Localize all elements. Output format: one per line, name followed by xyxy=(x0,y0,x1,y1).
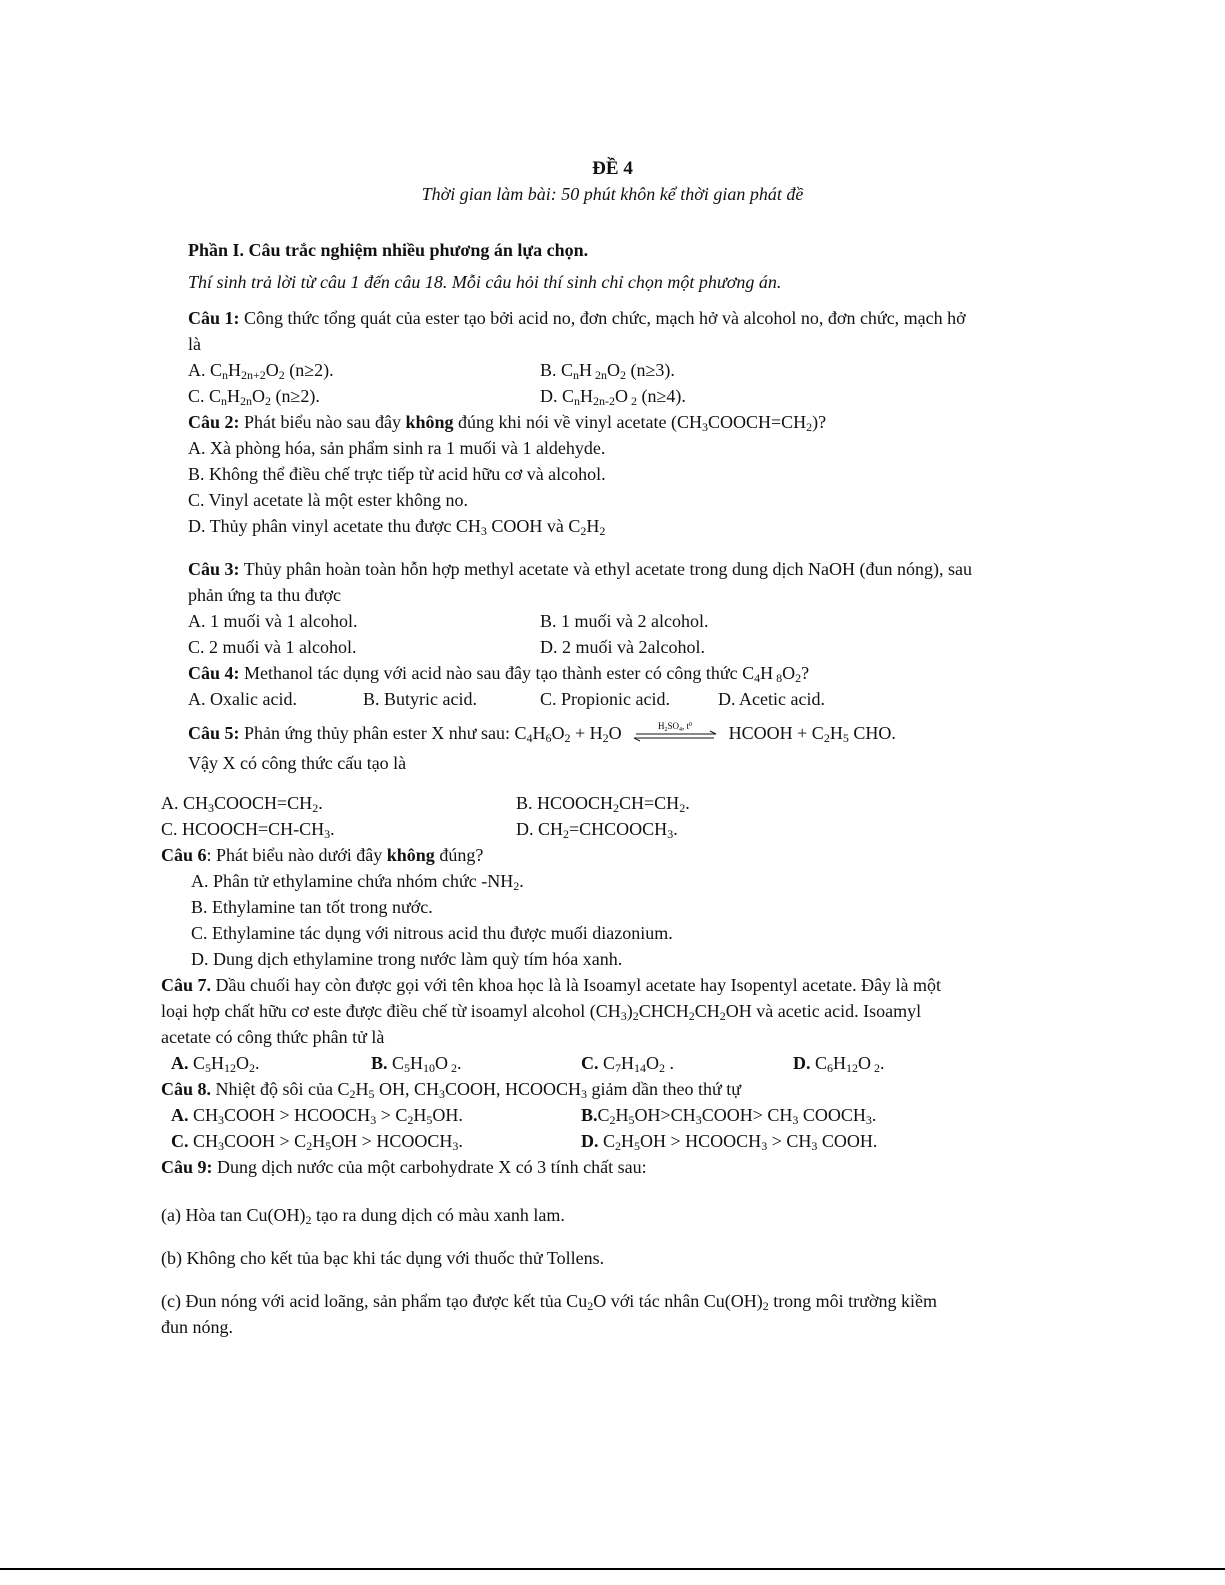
q7-text: Dầu chuối hay còn được gọi với tên khoa học là là Isoamyl acetate hay Isopentyl acetate. Đây là một xyxy=(211,975,942,995)
q7-option-c: C. $C_7H_{14}O_2$ . xyxy=(581,1053,675,1075)
q3-option-a: A. 1 muối và 1 alcohol. xyxy=(188,611,358,631)
q8-option-c: C. $CH_3COOH > C_2H_5OH$ > $HCOOCH_3$. xyxy=(171,1131,463,1153)
svg-text:H2SO4, t0: $H_2SO_4$, $t^0$ xyxy=(658,720,693,733)
q5-option-d: D. $CH_2=CHCOOCH_3$. xyxy=(516,819,678,841)
q9-item-b: (b) Không cho kết tủa bạc khi tác dụng với thuốc thử Tollens. xyxy=(161,1248,605,1268)
q7-text-2b: OH và acetic acid. Isoamyl xyxy=(725,1001,922,1021)
q6-text-post: đúng? xyxy=(434,845,484,865)
exam-subtitle: Thời gian làm bài: 50 phút khôn kể thời gian phát đề xyxy=(421,184,804,204)
q3-label: Câu 3: xyxy=(188,559,240,579)
q9-item-b-block xyxy=(161,1245,1041,1271)
q7-label: Câu 7. xyxy=(161,975,212,995)
page-bottom-rule xyxy=(0,1568,1225,1570)
q8-option-b: $B.C_2H_5OH>CH_3COOH> CH_3$ $COOCH_3$. xyxy=(581,1105,877,1127)
q6-option-c: C. Ethylamine tác dụng với nitrous acid thu được muối diazonium. xyxy=(191,923,673,943)
q5-option-c: C. $HCOOCH=CH-CH_3$. xyxy=(161,819,335,841)
question-1 xyxy=(188,305,1058,539)
q9-item-a-block: (a) Hòa $\tan Cu(OH)_2$ tạo ra dung dịch có màu xanh lam. xyxy=(161,1205,565,1227)
q7-text-2a: loại hợp chất hữu cơ este được điều chế từ isoamyl alcohol (CH xyxy=(161,1001,621,1021)
q1-text: Công thức tổng quát của ester tạo bởi acid no, đơn chức, mạch hở và alcohol no, đơn chức, mạch hở xyxy=(239,308,966,328)
question-9 xyxy=(161,1154,1041,1180)
q7-option-a: A. $C_5H_{12}O_2$. xyxy=(171,1053,260,1075)
question-2: Câu 2: Phát biểu nào sau đây không đúng khi nói về vinyl acetate $(CH_3COOCH=CH_2)$? xyxy=(188,412,827,434)
q6-option-b: B. Ethylamine tan tốt trong nước. xyxy=(191,897,433,917)
q6-option-a: A. Phân tử ethylamine chứa nhóm chức -NH xyxy=(191,871,514,891)
q3-text: Thủy phân hoàn toàn hỗn hợp methyl acetate và ethyl acetate trong dung dịch NaOH (đun nóng), sau xyxy=(239,559,972,579)
question-5: Câu 5: Phản ứng thủy phân ester X như sau: $C_4H_6O_2 + H_2O$ $H_2SO_4$, $t^0$ HCOOH + $C_2H_5$ CHO. Vậy X có công thức cấu tạo là xyxy=(188,718,1058,774)
q2-text-post: đúng khi nói về vinyl acetate (CH xyxy=(453,412,702,432)
reversible-arrow-icon xyxy=(632,720,718,745)
part1-section xyxy=(188,237,1058,263)
q1-option-d: D. $C_nH_{2n-2}O$ $_2$ (n≥4). xyxy=(540,386,686,408)
q2-option-a: A. Xà phòng hóa, sản phẩm sinh ra 1 muối và 1 aldehyde. xyxy=(188,438,606,458)
q7-text-3: acetate có công thức phân tử là xyxy=(161,1027,385,1047)
q8-label: Câu 8. xyxy=(161,1079,212,1099)
q7-option-d: D. $C_6H_{12}O$ $_2$. xyxy=(793,1053,885,1075)
q9-item-a: (a) Hòa tan Cu(OH) xyxy=(161,1205,306,1225)
q5-option-b: B. $HCOOCH_2CH=CH_2$. xyxy=(516,793,690,815)
q4-option-a: A. Oxalic acid. xyxy=(188,689,297,709)
q5-text: Phản ứng thủy phân ester X như sau: C xyxy=(239,723,527,743)
q6-label: Câu 6 xyxy=(161,845,207,865)
q9-item-c-cont2: trong môi trường kiềm xyxy=(768,1291,937,1311)
q4-text: Methanol tác dụng với acid nào sau đây tạo thành ester có công thức C xyxy=(239,663,755,683)
q1-option-a: A. $C_nH_{2n+2}O_2$ (n≥2). xyxy=(188,360,334,382)
q7-option-b: B. $C_5H_{10}O$ $_2$. xyxy=(371,1053,462,1075)
q6-option-d: D. Dung dịch ethylamine trong nước làm quỳ tím hóa xanh. xyxy=(191,949,623,969)
q2-option-d: D. Thủy phân vinyl acetate thu được CH xyxy=(188,516,481,536)
question-4: Câu 4: Methanol tác dụng với acid nào sau đây tạo thành ester có công thức $C_4H$ $_8O_2$? xyxy=(188,663,810,685)
q9-item-a-cont: tạo ra dung dịch có màu xanh lam. xyxy=(311,1205,565,1225)
question-3 xyxy=(188,556,1058,712)
q4-option-c: C. Propionic acid. xyxy=(540,689,670,709)
q6-text-pre: : Phát biểu nào dưới đây xyxy=(206,845,387,865)
q2-option-c: C. Vinyl acetate là một ester không no. xyxy=(188,490,469,510)
q4-label: Câu 4: xyxy=(188,663,240,683)
exam-title: ĐỀ 4 xyxy=(592,158,633,179)
q2-option-b: B. Không thể điều chế trực tiếp từ acid hữu cơ và alcohol. xyxy=(188,464,606,484)
q9-item-c-block: (c) Đun nóng với acid loãng, sản phẩm tạo được kết tủa $Cu_2O$ với tác nhân $Cu(OH)_2$ trong môi trường kiềm đun nóng. xyxy=(161,1288,1041,1340)
q8-option-d: D. $C_2H_5OH$ > $HCOOCH_3 > CH_3$ COOH. xyxy=(581,1131,878,1153)
q3-option-b: B. 1 muối và 2 alcohol. xyxy=(540,611,709,631)
q2-text-bold: không xyxy=(405,412,454,432)
q6-text-bold: không xyxy=(386,845,435,865)
q1-text-cont: là xyxy=(188,334,201,354)
q4-option-d: D. Acetic acid. xyxy=(718,689,825,709)
q3-text-cont: phản ứng ta thu được xyxy=(188,585,341,605)
q3-option-d: D. 2 muối và 2alcohol. xyxy=(540,637,705,657)
q9-text: Dung dịch nước của một carbohydrate X có 3 tính chất sau: xyxy=(212,1157,647,1177)
q6-option-a-row: A. Phân tử ethylamine chứa nhóm chức $-NH_2$. xyxy=(191,871,524,893)
q9-label: Câu 9: xyxy=(161,1157,213,1177)
q5-option-a: A. $CH_3COOCH=CH_2$. xyxy=(161,793,323,815)
q8-text: Nhiệt độ sôi của C xyxy=(211,1079,350,1099)
question-8: Câu 8. Nhiệt độ sôi của $C_2H_5$ OH, $CH_3COOH$, $HCOOCH_3$ giảm dần theo thứ tự xyxy=(161,1079,742,1101)
q1-option-c: C. $C_nH_{2n}O_2$ (n≥2). xyxy=(188,386,320,408)
q9-item-c-cont: O với tác nhân Cu(OH) xyxy=(593,1291,763,1311)
q9-item-c: (c) Đun nóng với acid loãng, sản phẩm tạo được kết tủa Cu xyxy=(161,1291,588,1311)
q3-option-c: C. 2 muối và 1 alcohol. xyxy=(188,637,357,657)
question-6 xyxy=(161,842,1041,868)
q8-option-a: A. $CH_3COOH$ > $HCOOCH_3 > C_2H_5OH$. xyxy=(171,1105,463,1127)
q5-text-cont: Vậy X có công thức cấu tạo là xyxy=(188,753,407,773)
q1-option-b: B. $C_nH$ $_{2n}O_2$ (n≥3). xyxy=(540,360,675,382)
question-7 xyxy=(161,972,1041,998)
q9-item-c-line2: đun nóng. xyxy=(161,1317,233,1337)
q2-label: Câu 2: xyxy=(188,412,240,432)
question-5-options: A. $CH_3COOCH=CH_2$. B. $HCOOCH_2CH=CH_2$. C. $HCOOCH=CH-CH_3$. D. $CH_2=CHCOOCH_3$. Câu 6: Phát biểu nào dưới đây không đúng? A. Phân tử ethylamine chứa nhóm chức $-NH_2$. B. Ethylamine tan tốt trong nước. C. Ethylamine tác dụng với nitrous acid thu được muối diazonium. D. Dung dịch ethylamine trong nước làm quỳ tím hóa xanh. Câu 7. Dầu chuối hay còn được gọi với tên khoa học là là Isoamyl acetate hay Isopentyl acetate. Đây là một loại hợp chất hữu cơ este được điều chế từ isoamyl alcohol $(CH_3)_2CHCH_2CH_2OH$ và acetic acid. Isoamyl acetate có công thức phân tử là A. $C_5H_{12}O_2$. B. $C_5H_{10}O$ $_2$. C. $C_7H_{14}O_2$ . D. $C_6H_{12}O$ $_2$. Câu 8. Nhiệt độ sôi của $C_2H_5$ OH, $CH_3COOH$, $HCOOCH_3$ giảm dần theo thứ tự A. $CH_3COOH$ > $HCOOCH_3 > C_2H_5OH$. $B.C_2H_5OH>CH_3COOH> CH_3$ $COOCH_3$. C. $CH_3COOH > C_2H_5OH$ > $HCOOCH_3$. D. $C_2H_5OH$ > $HCOOCH_3 > CH_3$ COOH. Câu 9: Dung dịch nước của một carbohydrate X có 3 tính chất sau: xyxy=(161,790,1041,1180)
q1-label: Câu 1: xyxy=(188,308,240,328)
q5-label: Câu 5: xyxy=(188,723,240,743)
q4-option-b: B. Butyric acid. xyxy=(363,689,477,709)
part1-heading: Phần I. Câu trắc nghiệm nhiều phương án lựa chọn. xyxy=(188,240,589,260)
q2-text-pre: Phát biểu nào sau đây xyxy=(239,412,406,432)
q2-option-d-row: D. Thủy phân vinyl acetate thu được $CH_3$ COOH và $C_2H_2$ xyxy=(188,516,606,538)
part1-instruction: Thí sinh trả lời từ câu 1 đến câu 18. Mỗi câu hỏi thí sinh chỉ chọn một phương án. xyxy=(188,272,782,292)
